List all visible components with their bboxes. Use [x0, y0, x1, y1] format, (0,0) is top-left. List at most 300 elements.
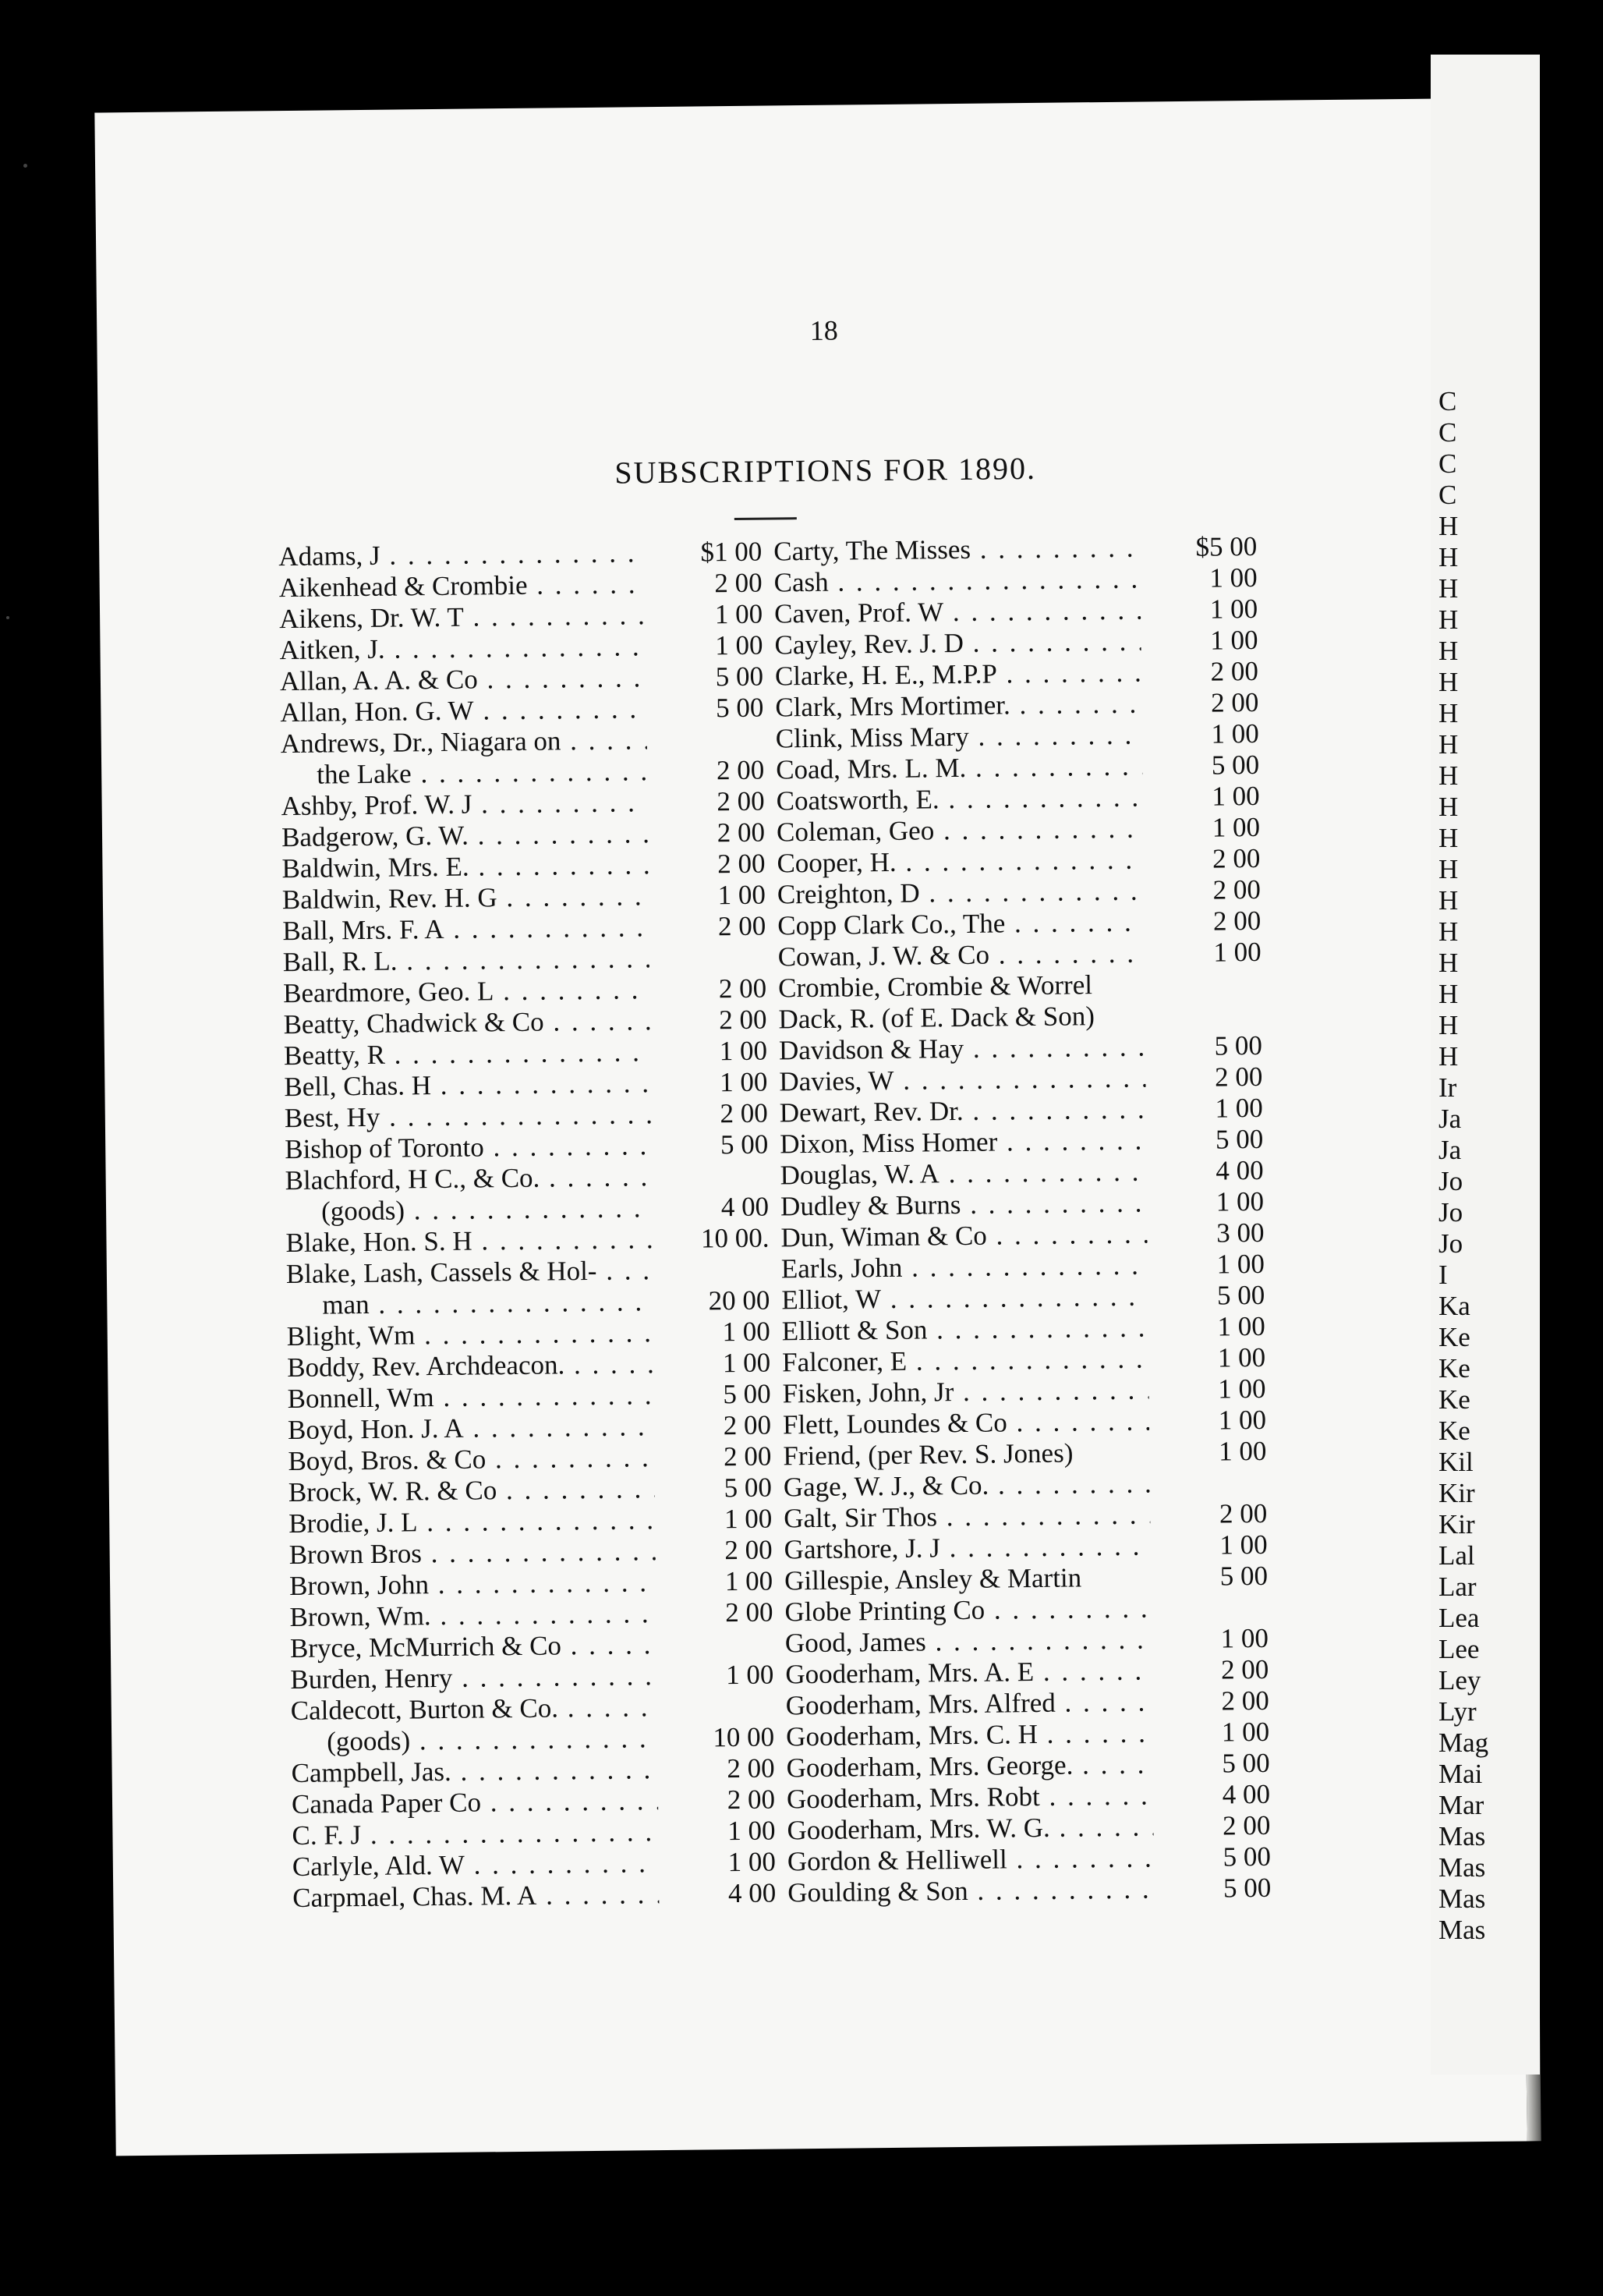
subscription-entry — [776, 718, 1259, 754]
subscriber-name: Crombie, Crombie & Worrel — [777, 969, 1093, 1004]
subscriber-name: Gooderham, Mrs. W. G. . . . — [787, 1811, 1153, 1846]
subscriber-name: Gartshore, J. J . . . — [784, 1530, 1150, 1565]
subscription-entry — [283, 1004, 766, 1040]
facing-page-text-fragment: Jo — [1438, 1166, 1463, 1196]
subscriber-name: Bryce, McMurrich & Co . . . — [290, 1629, 656, 1664]
subscription-amount: 2 00 — [724, 1534, 773, 1566]
subscriber-name: Gordon & Helliwell . . . — [787, 1842, 1154, 1877]
subscription-amount: 2 00 — [723, 1409, 772, 1441]
subscription-entry — [777, 843, 1260, 879]
subscriber-name: Coleman, Geo . . . — [777, 813, 1143, 849]
subscriber-name: man . . . — [322, 1286, 653, 1320]
subscriber-name: Baldwin, Rev. H. G . . . — [282, 880, 649, 916]
subscription-amount: 1 00 — [717, 879, 766, 911]
facing-page-text-fragment: C — [1438, 417, 1457, 448]
subscription-entry-continuation — [286, 1285, 770, 1321]
subscription-entry — [291, 1753, 774, 1789]
subscriber-name: Coatsworth, E. . . . — [776, 782, 1142, 817]
subscription-entry — [780, 1217, 1264, 1253]
subscriber-name: Cayley, Rev. J. D . . . — [774, 626, 1141, 661]
subscription-entry — [283, 973, 766, 1009]
subscription-entry — [773, 562, 1257, 598]
facing-page-text-fragment: Mas — [1438, 1883, 1486, 1914]
subscriber-name: Gooderham, Mrs. Alfred . . . — [786, 1686, 1152, 1721]
subscription-amount: 5 00 — [1223, 1841, 1272, 1873]
subscription-entry — [781, 1249, 1265, 1284]
facing-page-text-fragment: H — [1438, 542, 1459, 572]
subscriber-name: Carty, The Misses . . . — [773, 533, 1140, 568]
subscriber-name: Davidson & Hay . . . — [779, 1032, 1145, 1067]
subscription-entry — [777, 812, 1260, 848]
subscription-entry — [784, 1529, 1267, 1565]
facing-page-text-fragment: Ke — [1438, 1322, 1470, 1352]
subscriber-name: Fisken, John, Jr . . . — [782, 1374, 1148, 1409]
subscription-amount: $1 00 — [700, 536, 763, 568]
subscriber-name: Gooderham, Mrs. George. . . . — [786, 1749, 1152, 1784]
subscription-amount: 2 00 — [1212, 873, 1262, 905]
subscriber-name: Blight, Wm . . . — [287, 1317, 653, 1352]
subscription-amount: 1 00 — [722, 1316, 770, 1348]
subscription-entry — [281, 786, 764, 822]
facing-page-text-fragment: Ir — [1438, 1072, 1457, 1103]
facing-page-text-fragment: Lar — [1438, 1571, 1477, 1602]
subscriber-name: Douglas, W. A . . . — [780, 1156, 1146, 1191]
subscriber-name: Campbell, Jas. . . . — [291, 1754, 657, 1789]
subscription-entry — [784, 1561, 1268, 1596]
subscription-entry — [774, 593, 1258, 629]
subscription-amount: 5 00 — [723, 1378, 771, 1410]
facing-page-text-fragment: Lal — [1438, 1540, 1475, 1571]
subscription-entry — [285, 1098, 768, 1134]
subscriber-name: Beatty, R . . . — [284, 1036, 650, 1072]
subscription-amount: 5 00 — [1219, 1560, 1269, 1592]
subscription-entry — [292, 1878, 776, 1914]
subscription-entry — [292, 1847, 776, 1883]
subscription-entry — [288, 1441, 771, 1477]
subscriber-name: Canada Paper Co . . . — [292, 1785, 658, 1820]
facing-page-text-fragment: H — [1438, 604, 1459, 635]
subscriber-name: Adams, J . . . — [278, 537, 645, 572]
subscriber-name: Bell, Chas. H . . . — [284, 1068, 650, 1103]
subscriber-name: Bishop of Toronto . . . — [285, 1130, 651, 1165]
facing-page-text-fragment: H — [1438, 760, 1459, 791]
facing-page-text-fragment: Kil — [1438, 1447, 1474, 1477]
subscription-amount: 5 00 — [720, 1129, 769, 1160]
subscriber-name: Bonnell, Wm . . . — [287, 1380, 653, 1415]
subscription-amount: 5 00 — [1214, 1029, 1263, 1061]
subscriber-name: Caldecott, Burton & Co. . . . — [291, 1692, 657, 1727]
facing-page-text-fragment: Ke — [1438, 1353, 1470, 1384]
subscriber-name: Boddy, Rev. Archdeacon. . . . — [287, 1348, 653, 1384]
subscriber-name: Dixon, Miss Homer . . . — [780, 1125, 1146, 1160]
facing-page-text-fragment: H — [1438, 636, 1459, 666]
subscription-amount: 2 00 — [717, 785, 765, 817]
subscription-amount: 20 00 — [708, 1284, 770, 1316]
subscriber-name: Allan, A. A. & Co . . . — [280, 662, 646, 697]
facing-page-text-fragment: Ka — [1438, 1291, 1470, 1321]
subscriber-name: Ashby, Prof. W. J . . . — [281, 787, 647, 822]
subscriber-name: Aitken, J. . . . — [279, 631, 646, 666]
subscription-entry — [289, 1566, 773, 1602]
facing-page-text-fragment: Jo — [1438, 1228, 1463, 1259]
subscription-amount: 10 00. — [700, 1222, 770, 1254]
subscription-amount: 2 00 — [1210, 686, 1259, 718]
subscriber-name: Gooderham, Mrs. C. H . . . — [786, 1717, 1152, 1752]
subscriber-name: Davies, W . . . — [779, 1063, 1145, 1098]
scan-speck — [23, 164, 27, 168]
subscription-entry — [778, 937, 1262, 973]
facing-page-text-fragment: Ja — [1438, 1135, 1462, 1165]
facing-page-text-fragment: H — [1438, 573, 1459, 604]
subscriber-name: Cooper, H. . . . — [777, 845, 1143, 880]
subscription-amount: 2 00 — [727, 1784, 776, 1816]
facing-page-text-fragment: Ley — [1438, 1665, 1481, 1695]
facing-page-text-fragment: Ke — [1438, 1384, 1470, 1415]
subscription-entry — [777, 905, 1261, 941]
page-title: SUBSCRIPTIONS FOR 1890. — [614, 450, 1037, 491]
subscriber-name: Aikenhead & Crombie . . . — [279, 569, 646, 604]
subscriber-name: Boyd, Bros. & Co . . . — [288, 1442, 654, 1477]
subscription-entry — [787, 1873, 1271, 1908]
subscription-entry — [282, 911, 766, 947]
subscription-amount: 1 00 — [1212, 811, 1261, 843]
subscription-amount: 1 00 — [1215, 1092, 1263, 1124]
subscriber-name: Allan, Hon. G. W . . . — [280, 693, 646, 728]
facing-page-text-fragment: Mas — [1438, 1821, 1486, 1851]
subscriber-name: Cowan, J. W. & Co . . . — [778, 938, 1145, 973]
subscription-amount: 1 00 — [1216, 1185, 1265, 1217]
subscription-amount: 1 00 — [1216, 1248, 1265, 1280]
subscription-entry — [787, 1841, 1271, 1877]
subscription-entry — [287, 1379, 770, 1415]
subscriber-name: Best, Hy . . . — [285, 1099, 651, 1134]
facing-page-text-fragment: C — [1438, 448, 1457, 479]
subscription-amount: 2 00 — [1222, 1809, 1271, 1841]
subscription-entry — [777, 874, 1261, 910]
facing-page-edge — [1431, 55, 1540, 2075]
subscription-amount: 2 00 — [717, 910, 766, 942]
subscription-entry — [284, 1067, 767, 1103]
subscription-entry — [787, 1779, 1270, 1815]
subscription-amount: 1 00 — [1210, 624, 1258, 656]
subscription-entry-continuation — [281, 755, 764, 791]
subscription-amount: 1 00 — [1220, 1622, 1269, 1654]
subscriber-name: Cash . . . — [773, 564, 1140, 599]
subscription-amount: 5 00 — [1215, 1123, 1264, 1155]
subscriber-name: Globe Printing Co . . . — [784, 1593, 1151, 1628]
subscriber-name: Blake, Lash, Cassels & Hol- . . . — [286, 1255, 653, 1290]
subscriber-name: Gooderham, Mrs. Robt . . . — [787, 1780, 1153, 1815]
facing-page-text-fragment: H — [1438, 823, 1459, 853]
subscriber-name: Ball, Mrs. F. A . . . — [282, 912, 649, 947]
subscriber-name: Copp Clark Co., The . . . — [777, 907, 1144, 942]
subscription-entry — [282, 880, 766, 916]
subscription-amount: 1 00 — [1221, 1716, 1270, 1748]
subscription-amount: 1 00 — [1217, 1310, 1265, 1342]
subscriber-name: Gooderham, Mrs. A. E . . . — [785, 1655, 1152, 1690]
subscription-amount: 1 00 — [724, 1565, 773, 1597]
subscription-entry — [279, 568, 763, 604]
subscription-amount: $5 00 — [1195, 530, 1258, 562]
subscriber-name: Carpmael, Chas. M. A . . . — [292, 1879, 659, 1914]
subscription-entry — [292, 1784, 775, 1820]
subscription-entry — [784, 1592, 1268, 1628]
facing-page-text-fragment: H — [1438, 948, 1459, 978]
facing-page-text-fragment: C — [1438, 480, 1457, 510]
facing-page-text-fragment: H — [1438, 1010, 1459, 1040]
subscription-amount: 1 00 — [1217, 1341, 1266, 1373]
subscription-entry-continuation — [291, 1722, 774, 1758]
facing-page-text-fragment: Ke — [1438, 1416, 1470, 1446]
subscription-amount: 1 00 — [1211, 718, 1259, 749]
subscription-amount: 2 00 — [716, 754, 765, 786]
subscription-amount: 1 00 — [725, 1659, 774, 1691]
subscription-entry — [782, 1373, 1265, 1409]
subscription-amount: 5 00 — [1211, 749, 1260, 781]
left-subscription-column — [278, 537, 776, 1914]
subscription-entry — [288, 1472, 772, 1508]
subscription-entry — [278, 537, 762, 572]
subscription-amount: 1 00 — [722, 1347, 771, 1379]
subscription-entry — [281, 724, 764, 760]
subscription-entry — [779, 1061, 1262, 1097]
subscription-entry — [773, 531, 1257, 567]
subscription-entry — [285, 1223, 769, 1259]
facing-page-text-fragment: Ja — [1438, 1104, 1462, 1134]
subscription-amount: 2 00 — [727, 1752, 775, 1784]
subscriber-name: Goulding & Son . . . — [787, 1873, 1154, 1908]
subscription-entry — [780, 1093, 1263, 1129]
subscription-amount: 2 00 — [714, 567, 763, 599]
subscription-entry — [778, 968, 1262, 1004]
subscription-entry — [280, 661, 763, 697]
subscription-amount: 2 00 — [1221, 1685, 1269, 1717]
subscription-amount: 5 00 — [1222, 1747, 1270, 1779]
subscription-amount: 1 00 — [1213, 936, 1262, 968]
subscription-amount: 2 00 — [1212, 842, 1261, 874]
subscription-entry — [289, 1597, 773, 1633]
subscription-entry — [782, 1342, 1265, 1378]
subscription-amount: 1 00 — [1209, 562, 1258, 593]
subscription-amount: 2 00 — [717, 817, 766, 849]
subscriber-name: Brown, John . . . — [289, 1567, 656, 1602]
subscription-entry-continuation — [285, 1192, 769, 1228]
subscriber-name: Gillespie, Ansley & Martin — [784, 1562, 1082, 1596]
subscription-entry — [786, 1748, 1269, 1784]
subscriber-name: Gage, W. J., & Co. . . . — [784, 1468, 1150, 1503]
subscriber-name: (goods) . . . — [321, 1192, 652, 1227]
subscription-entry — [287, 1348, 770, 1384]
subscription-amount: 2 00 — [1219, 1497, 1268, 1529]
subscriber-name: Beatty, Chadwick & Co . . . — [283, 1005, 649, 1040]
subscription-amount: 2 00 — [717, 848, 766, 880]
subscription-amount: 3 00 — [1216, 1217, 1265, 1249]
facing-page-text-fragment: Mag — [1438, 1727, 1489, 1758]
subscription-amount: 4 00 — [720, 1191, 770, 1223]
page-number: 18 — [809, 314, 839, 346]
subscription-entry — [290, 1628, 773, 1664]
subscriber-name: Brock, W. R. & Co . . . — [288, 1473, 655, 1508]
facing-page-text-fragment: Jo — [1438, 1197, 1463, 1228]
subscription-entry — [283, 942, 766, 978]
subscription-entry — [281, 817, 765, 853]
subscriber-name: Caven, Prof. W . . . — [774, 595, 1141, 630]
subscription-amount: 1 00 — [719, 1035, 768, 1067]
subscriber-name: Elliott & Son . . . — [782, 1312, 1148, 1347]
subscriber-name: Brown Bros . . . — [289, 1536, 656, 1571]
subscription-entry — [776, 749, 1259, 785]
facing-page-text-fragment: C — [1438, 386, 1457, 416]
subscriber-name: Boyd, Hon. J. A . . . — [288, 1411, 654, 1446]
subscription-amount: 1 00 — [1219, 1529, 1268, 1561]
subscription-amount: 1 00 — [727, 1815, 776, 1847]
subscription-entry — [782, 1311, 1265, 1347]
subscriber-name: Beardmore, Geo. L . . . — [283, 974, 649, 1009]
subscription-entry — [775, 687, 1258, 723]
facing-page-text-fragment: Mas — [1438, 1852, 1486, 1883]
subscription-amount: 2 00 — [1212, 905, 1262, 937]
subscription-entry — [785, 1623, 1269, 1659]
subscription-amount: 1 00 — [1218, 1404, 1267, 1436]
subscription-amount: 4 00 — [1216, 1154, 1264, 1186]
subscription-entry — [281, 849, 765, 884]
subscription-amount: 2 00 — [720, 1097, 769, 1129]
subscriber-name: Flett, Loundes & Co . . . — [783, 1405, 1149, 1440]
facing-page-text-fragment: H — [1438, 511, 1459, 541]
subscription-entry — [280, 693, 763, 728]
scan-speck — [6, 616, 9, 619]
subscription-entry — [783, 1405, 1266, 1440]
facing-page-text-fragment: Kir — [1438, 1509, 1475, 1540]
subscription-amount: 1 00 — [724, 1503, 773, 1535]
subscription-entry — [292, 1816, 775, 1851]
document-page — [94, 98, 1527, 2156]
subscription-entry — [784, 1467, 1267, 1503]
right-subscription-column — [773, 531, 1271, 1908]
subscriber-name: Baldwin, Mrs. E. . . . — [281, 849, 648, 884]
subscriber-name: Dewart, Rev. Dr. . . . — [780, 1093, 1146, 1129]
subscription-amount: 5 00 — [715, 692, 764, 724]
subscriber-name: Clark, Mrs Mortimer. . . . — [775, 689, 1141, 724]
subscription-entry — [279, 630, 763, 666]
subscription-entry — [781, 1280, 1265, 1316]
subscription-entry — [279, 599, 763, 635]
subscriber-name: the Lake . . . — [317, 756, 647, 790]
facing-page-text-fragment: Mar — [1438, 1790, 1484, 1820]
subscription-amount: 1 00 — [1212, 780, 1260, 812]
subscriber-name: Brown, Wm. . . . — [289, 1598, 656, 1633]
facing-page-text-fragment: I — [1438, 1260, 1448, 1290]
facing-page-text-fragment: H — [1438, 698, 1459, 728]
subscription-entry — [289, 1535, 773, 1571]
subscription-entry — [285, 1129, 768, 1165]
subscription-entry — [286, 1254, 770, 1290]
subscription-entry — [288, 1410, 771, 1446]
subscriber-name: Carlyle, Ald. W . . . — [292, 1848, 659, 1883]
subscription-amount: 1 00 — [1218, 1373, 1266, 1405]
facing-page-text-fragment: Mai — [1438, 1759, 1483, 1789]
subscription-amount: 4 00 — [727, 1877, 777, 1909]
subscriber-name: Galt, Sir Thos . . . — [784, 1499, 1150, 1534]
facing-page-text-fragment: Kir — [1438, 1478, 1475, 1508]
subscription-amount: 2 00 — [718, 973, 767, 1004]
facing-page-text-fragment: H — [1438, 667, 1459, 697]
facing-page-text-fragment: H — [1438, 979, 1459, 1009]
subscription-amount: 10 00 — [713, 1721, 775, 1753]
subscription-amount: 2 00 — [1210, 655, 1259, 687]
subscription-entry — [775, 656, 1258, 692]
subscription-entry — [783, 1436, 1266, 1472]
subscription-entry — [285, 1160, 768, 1196]
facing-page-text-fragment: H — [1438, 1041, 1459, 1072]
subscriber-name: (goods) . . . — [327, 1723, 657, 1757]
subscription-amount: 1 00 — [727, 1846, 777, 1878]
facing-page-text-fragment: Lea — [1438, 1603, 1480, 1633]
subscriber-name: Brodie, J. L . . . — [288, 1504, 655, 1540]
subscription-entry — [288, 1504, 772, 1540]
facing-page-text-fragment: H — [1438, 729, 1459, 760]
subscription-amount: 4 00 — [1222, 1778, 1271, 1810]
subscription-amount: 1 00 — [714, 598, 763, 630]
facing-page-text-fragment: H — [1438, 792, 1459, 822]
subscription-amount: 2 00 — [1220, 1653, 1269, 1685]
subscriber-name: Elliot, W . . . — [781, 1281, 1148, 1316]
subscriber-name: Badgerow, G. W. . . . — [281, 818, 648, 853]
subscription-entry — [780, 1155, 1263, 1191]
subscription-amount: 5 00 — [1216, 1279, 1265, 1311]
subscription-entry — [786, 1685, 1269, 1721]
subscriber-name: Clarke, H. E., M.P.P . . . — [775, 657, 1141, 693]
subscription-entry — [786, 1717, 1269, 1752]
facing-page-text-fragment: Lyr — [1438, 1696, 1477, 1727]
subscription-amount: 1 00 — [715, 629, 763, 661]
subscription-amount: 5 00 — [715, 661, 764, 693]
subscriber-name: Clink, Miss Mary . . . — [776, 720, 1142, 755]
subscription-entry — [290, 1660, 773, 1695]
subscription-entry — [780, 1124, 1263, 1160]
subscription-amount: 2 00 — [719, 1004, 767, 1036]
subscription-amount: 1 00 — [1209, 593, 1258, 625]
subscription-entry — [785, 1654, 1269, 1690]
subscription-entry — [778, 999, 1262, 1035]
subscriber-name: Dun, Wiman & Co . . . — [780, 1218, 1147, 1253]
subscription-entry — [787, 1810, 1270, 1846]
facing-page-text-fragment: Mas — [1438, 1915, 1486, 1945]
subscriber-name: Friend, (per Rev. S. Jones) — [783, 1437, 1074, 1472]
subscriber-name: Good, James . . . — [785, 1624, 1152, 1659]
subscriber-name: Andrews, Dr., Niagara on . . . — [281, 725, 647, 760]
title-rule — [734, 517, 797, 520]
subscriber-name: Coad, Mrs. L. M. . . . — [776, 751, 1142, 786]
subscriber-name: Dudley & Burns . . . — [780, 1187, 1147, 1222]
subscription-entry — [287, 1316, 770, 1352]
subscription-entry — [291, 1691, 774, 1727]
subscription-amount: 1 00 — [719, 1066, 768, 1098]
facing-page-text-fragment: H — [1438, 854, 1459, 884]
subscriber-name: C. F. J . . . — [292, 1816, 658, 1851]
subscriber-name: Blachford, H C., & Co. . . . — [285, 1161, 651, 1196]
subscriber-name: Blake, Hon. S. H . . . — [285, 1224, 652, 1259]
subscription-amount: 5 00 — [1223, 1872, 1272, 1904]
subscription-entry — [784, 1498, 1267, 1534]
subscription-amount: 2 00 — [725, 1596, 773, 1628]
subscriber-name: Earls, John . . . — [781, 1249, 1148, 1284]
subscriber-name: Ball, R. L. . . . — [283, 943, 649, 978]
subscription-entry — [776, 781, 1259, 817]
facing-page-text-fragment: H — [1438, 916, 1459, 947]
subscriber-name: Creighton, D . . . — [777, 876, 1144, 911]
subscription-entry — [779, 1030, 1262, 1066]
